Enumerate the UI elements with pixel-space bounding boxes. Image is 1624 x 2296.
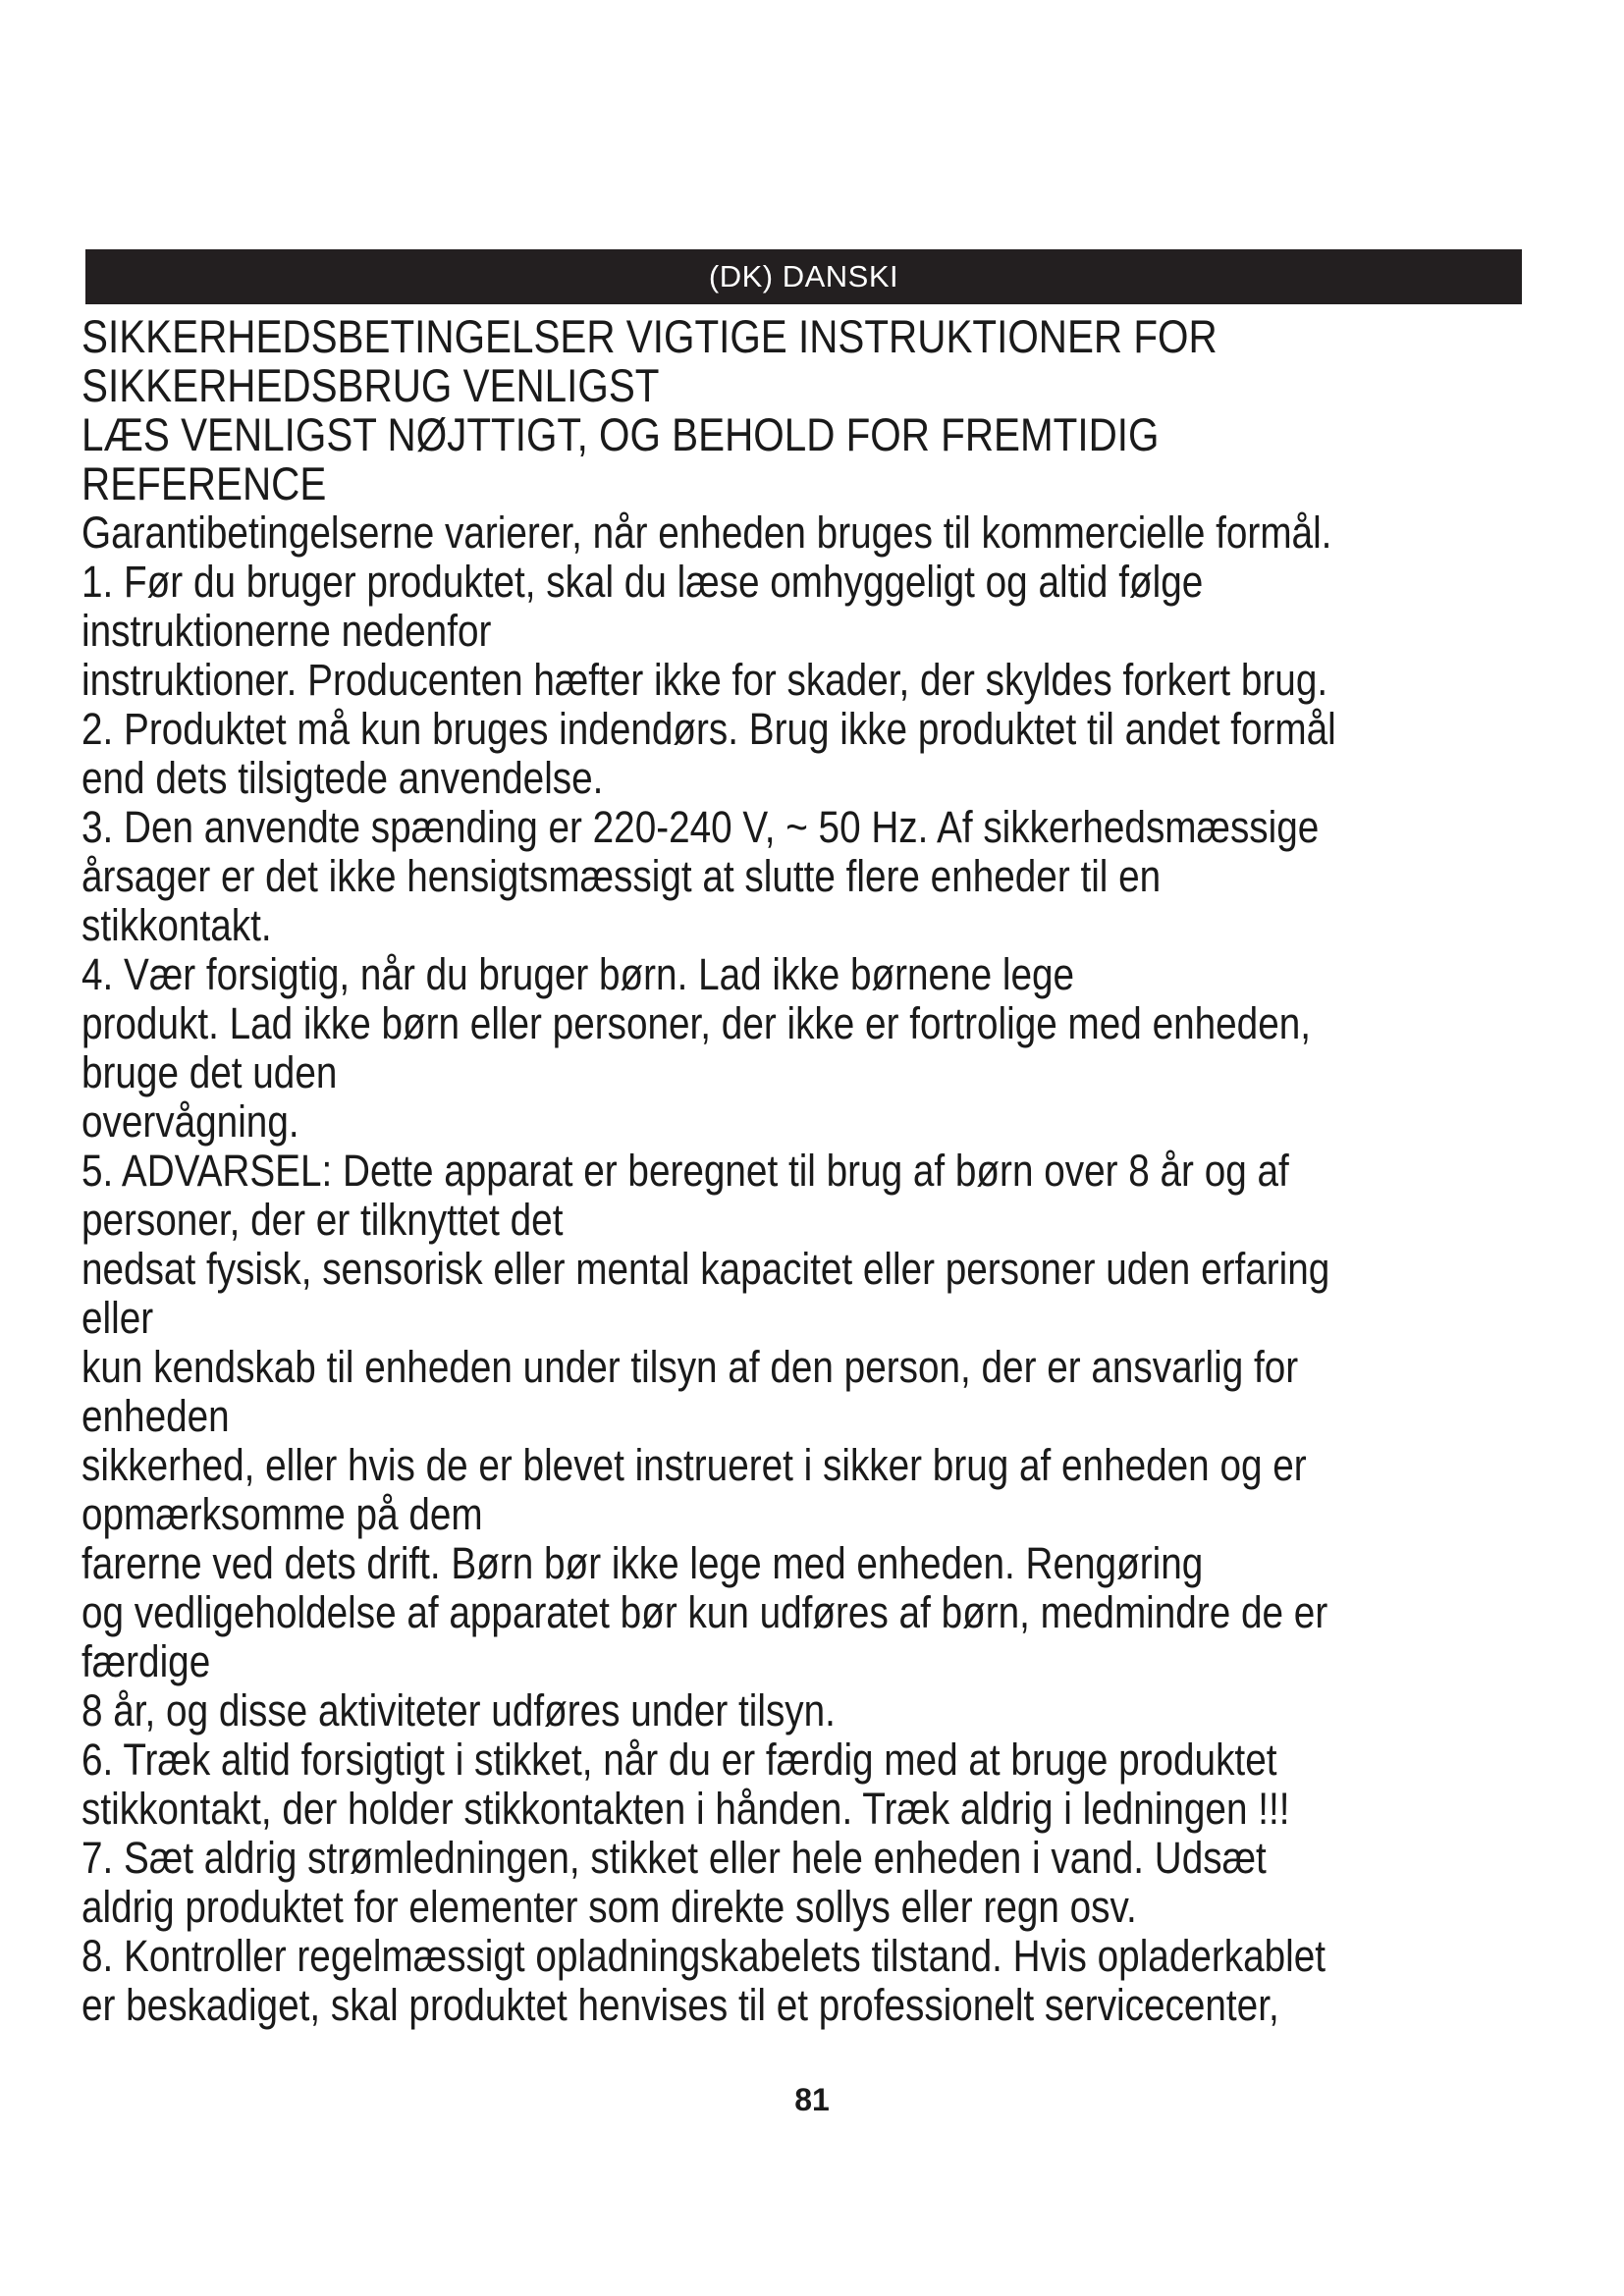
text-line: 5. ADVARSEL: Dette apparat er beregnet til brug af børn over 8 år og af [81,1146,1289,1196]
text-line: 7. Sæt aldrig strømledningen, stikket eller hele enheden i vand. Udsæt [81,1833,1267,1883]
text-line: årsager er det ikke hensigtsmæssigt at slutte flere enheder til en [81,851,1162,901]
text-line: og vedligeholdelse af apparatet bør kun udføres af børn, medmindre de er [81,1587,1328,1637]
text-line: 8 år, og disse aktiviteter udføres under tilsyn. [81,1685,836,1735]
text-line: bruge det uden [81,1047,338,1097]
text-line: personer, der er tilknyttet det [81,1195,564,1245]
title-line: SIKKERHEDSBRUG VENLIGST [81,359,660,411]
text-line: sikkerhed, eller hvis de er blevet instrueret i sikker brug af enheden og er [81,1440,1307,1490]
text-line: eller [81,1293,154,1343]
text-line: 1. Før du bruger produktet, skal du læse omhyggeligt og altid følge [81,557,1204,607]
title-line: REFERENCE [81,457,327,509]
page-number: 81 [794,2082,830,2117]
safety-instructions-text [81,312,1554,2030]
text-line: aldrig produktet for elementer som direkte sollys eller regn osv. [81,1882,1137,1932]
text-line: kun kendskab til enheden under tilsyn af den person, der er ansvarlig for [81,1342,1299,1392]
text-line: produkt. Lad ikke børn eller personer, der ikke er fortrolige med enheden, [81,998,1311,1048]
text-line: opmærksomme på dem [81,1489,483,1539]
text-line: 8. Kontroller regelmæssigt opladningskabelets tilstand. Hvis opladerkablet [81,1931,1326,1981]
text-line: 4. Vær forsigtig, når du bruger børn. Lad ikke børnene lege [81,949,1075,999]
text-line: farerne ved dets drift. Børn bør ikke lege med enheden. Rengøring [81,1538,1204,1588]
text-line: nedsat fysisk, sensorisk eller mental kapacitet eller personer uden erfaring [81,1244,1330,1294]
text-line: stikkontakt. [81,900,272,950]
title-line: SIKKERHEDSBETINGELSER VIGTIGE INSTRUKTIONER FOR [81,310,1218,362]
text-line: Garantibetingelserne varierer, når enheden bruges til kommercielle formål. [81,507,1332,558]
language-header-bar [85,249,1522,304]
text-line: færdige [81,1636,211,1686]
text-line: 6. Træk altid forsigtigt i stikket, når du er færdig med at bruge produktet [81,1735,1277,1785]
text-line: 2. Produktet må kun bruges indendørs. Brug ikke produktet til andet formål [81,704,1336,754]
text-line: end dets tilsigtede anvendelse. [81,753,604,803]
text-line: instruktionerne nedenfor [81,606,492,656]
text-line: enheden [81,1391,230,1441]
title-line: LÆS VENLIGST NØJTTIGT, OG BEHOLD FOR FREMTIDIG [81,408,1160,460]
text-line: overvågning. [81,1096,299,1147]
text-line: instruktioner. Producenten hæfter ikke for skader, der skyldes forkert brug. [81,655,1328,705]
text-line: 3. Den anvendte spænding er 220-240 V, ~ 50 Hz. Af sikkerhedsmæssige [81,802,1320,852]
text-line: stikkontakt, der holder stikkontakten i hånden. Træk aldrig i ledningen !!! [81,1784,1290,1834]
language-label: (DK) DANSKI [708,259,899,294]
text-line: er beskadiget, skal produktet henvises til et professionelt servicecenter, [81,1980,1279,2030]
